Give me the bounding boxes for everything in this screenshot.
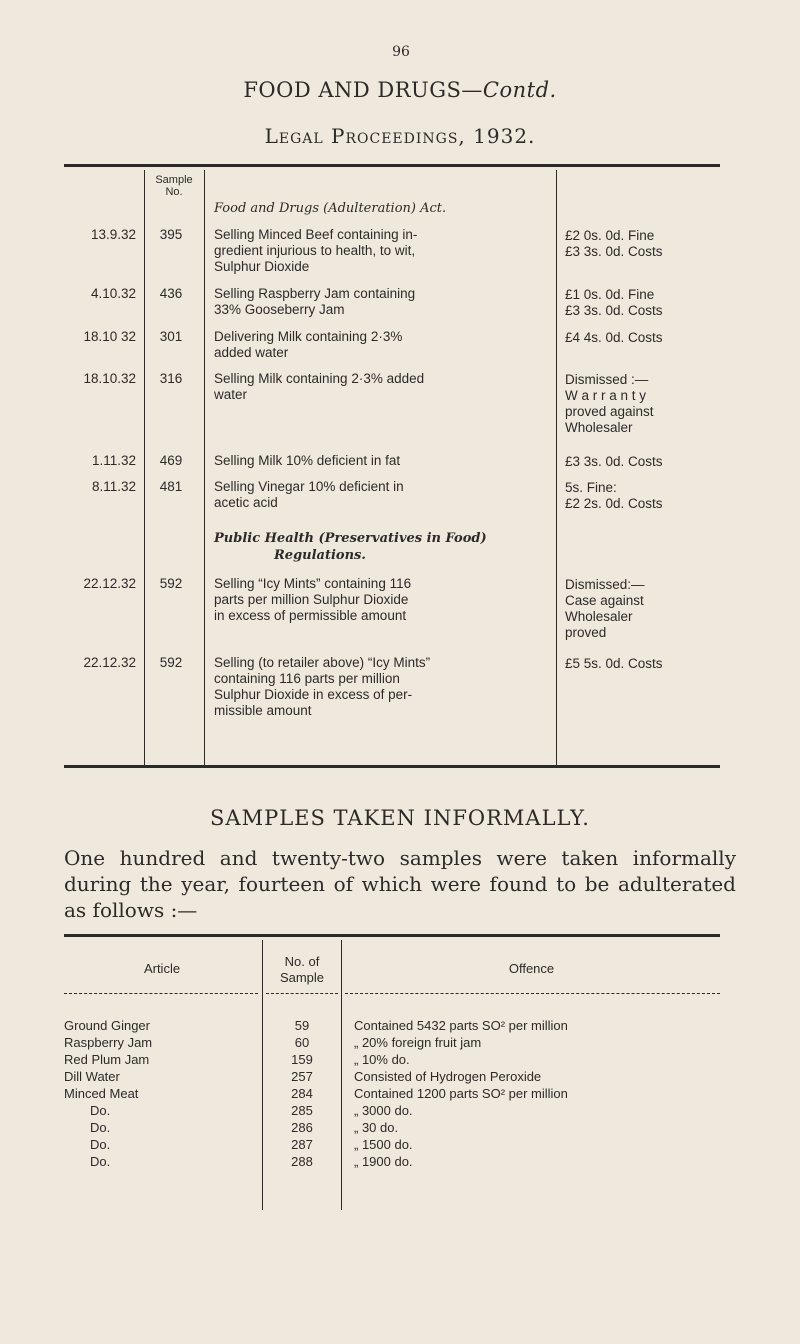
samples-paragraph: One hundred and twenty-two samples were taken informally during the year, fourteen of which were found to be adulterated as follows :— [64,846,736,922]
row-penalty: £3 3s. 0d. Costs [565,454,663,469]
row-sample-no: 286 [291,1120,313,1135]
row-date: 18.10 32 [83,329,136,344]
row-sample-no: 288 [291,1154,313,1169]
row-offence: „ 3000 do. [354,1103,413,1118]
row-article: Do. [90,1103,111,1118]
table-top-rule [64,164,720,167]
row-offence: „ 10% do. [354,1052,410,1067]
row-offence: „ 1900 do. [354,1154,413,1169]
row-sample-no: 60 [294,1035,310,1050]
row-offence: „ 1500 do. [354,1137,413,1152]
row-penalty: Dismissed:— Case against Wholesaler proved [565,577,645,640]
row-sample-no: 436 [159,286,183,301]
row-date: 18.10.32 [83,371,136,386]
row-date: 22.12.32 [83,576,136,591]
row-sample-no: 316 [159,371,183,386]
table-bottom-rule [64,765,720,768]
title-contd: —Contd. [461,78,557,102]
section-heading: Food and Drugs (Adulteration) Act. [214,201,447,216]
column-divider [556,170,557,766]
column-divider [144,170,145,766]
header-underline [64,993,258,994]
samples-heading: SAMPLES TAKEN INFORMALLY. [210,806,590,830]
col-header-offence: Offence [508,961,555,976]
row-article: Minced Meat [64,1086,139,1101]
page-title [0,78,800,102]
row-date: 1.11.32 [91,453,136,468]
row-date: 22.12.32 [83,655,136,670]
row-sample-no: 481 [159,479,183,494]
row-offence: „ 30 do. [354,1120,399,1135]
row-offence: Selling “Icy Mints” containing 116 parts per million Sulphur Dioxide in excess of permissible amount [214,576,412,623]
row-penalty: Dismissed :— W a r r a n t y proved against Wholesaler [565,372,654,435]
header-sample-no: Sample No. [155,174,193,198]
row-offence: Selling Raspberry Jam containing 33% Gooseberry Jam [214,286,416,317]
col-header-sample: No. of Sample [279,954,325,985]
row-offence: Selling Minced Beef containing in- gredient injurious to health, to wit, Sulphur Dioxide [214,227,418,274]
row-date: 8.11.32 [91,479,136,494]
row-article: Ground Ginger [64,1018,150,1033]
row-sample-no: 59 [294,1018,310,1033]
row-article: Do. [90,1154,111,1169]
row-sample-no: 592 [159,655,183,670]
row-article: Do. [90,1137,111,1152]
row-penalty: £1 0s. 0d. Fine £3 3s. 0d. Costs [565,287,663,318]
title-main: FOOD AND DRUGS [243,78,462,102]
row-article: Red Plum Jam [64,1052,150,1067]
row-sample-no: 159 [291,1052,313,1067]
row-sample-no: 284 [291,1086,313,1101]
row-offence: Selling Milk 10% deficient in fat [214,453,401,468]
col-header-article: Article [143,961,181,976]
page-subtitle: Legal Proceedings, 1932. [264,124,536,148]
row-offence: „ 20% foreign fruit jam [354,1035,482,1050]
row-sample-no: 287 [291,1137,313,1152]
row-penalty: £4 4s. 0d. Costs [565,330,663,345]
row-sample-no: 469 [159,453,183,468]
row-offence: Consisted of Hydrogen Peroxide [354,1069,542,1084]
row-offence: Selling Vinegar 10% deficient in acetic acid [214,479,404,510]
row-sample-no: 301 [159,329,183,344]
section-heading: Public Health (Preservatives in Food) Regulations. [214,531,487,563]
row-date: 13.9.32 [90,227,136,242]
row-offence: Selling Milk containing 2·3% added water [214,371,425,402]
row-sample-no: 285 [291,1103,313,1118]
row-offence: Contained 5432 parts SO² per million [354,1018,568,1033]
page-number: 96 [392,44,410,60]
row-sample-no: 257 [291,1069,313,1084]
row-date: 4.10.32 [90,286,136,301]
header-underline [345,993,720,994]
table-top-rule [64,934,720,937]
column-divider [204,170,205,766]
row-offence: Delivering Milk containing 2·3% added water [214,329,403,360]
row-penalty: £5 5s. 0d. Costs [565,656,663,671]
row-article: Raspberry Jam [64,1035,153,1050]
header-underline [266,993,338,994]
row-article: Dill Water [64,1069,120,1084]
row-penalty: £2 0s. 0d. Fine £3 3s. 0d. Costs [565,228,663,259]
row-offence: Contained 1200 parts SO² per million [354,1086,568,1101]
row-offence: Selling (to retailer above) “Icy Mints” containing 116 parts per million Sulphur Dioxide in excess of per- missible amount [214,655,431,718]
row-sample-no: 592 [159,576,183,591]
row-sample-no: 395 [159,227,183,242]
column-divider [341,940,342,1210]
row-penalty: 5s. Fine: £2 2s. 0d. Costs [565,480,663,511]
row-article: Do. [90,1120,111,1135]
